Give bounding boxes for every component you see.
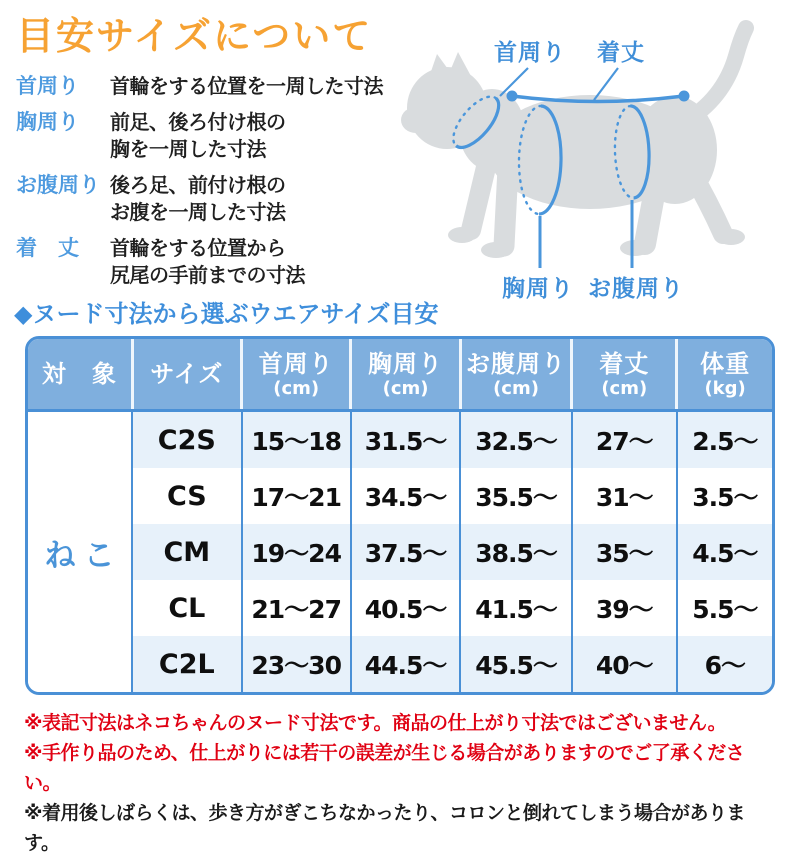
belly-value: 41.5〜 [460, 580, 572, 636]
length-value: 35〜 [572, 524, 677, 580]
definition-term: 着 丈 [16, 236, 79, 260]
belly-value: 32.5〜 [460, 411, 572, 469]
chest-value: 37.5〜 [351, 524, 460, 580]
footnotes [24, 708, 776, 858]
header-neck: 首周り (cm) [242, 339, 351, 411]
header-chest: 胸周り (cm) [351, 339, 460, 411]
weight-value: 2.5〜 [677, 411, 772, 469]
footnote-wearing: ※着用後しばらくは、歩き方がぎこちなかったり、コロンと倒れてしまう場合があります。 [24, 802, 745, 854]
top-section [0, 0, 800, 302]
size-table-header [28, 339, 772, 411]
definition-desc-line: お腹を一周した寸法 [110, 200, 286, 224]
table-row-cl [28, 580, 772, 636]
neck-value: 15〜18 [242, 411, 351, 469]
definition-desc-line: 首輪をする位置から [110, 236, 286, 260]
definitions-column [16, 8, 392, 298]
cat-diagram-svg [392, 8, 800, 308]
weight-value: 5.5〜 [677, 580, 772, 636]
definition-belly [16, 172, 392, 226]
cat-paw [717, 229, 745, 245]
page-title: 目安サイズについて [16, 14, 373, 58]
chest-value: 44.5〜 [351, 636, 460, 692]
definition-desc-line: 胸を一周した寸法 [110, 137, 266, 161]
header-target: 対 象 [28, 339, 132, 411]
length-line-endpoint [679, 91, 690, 102]
belly-value: 35.5〜 [460, 468, 572, 524]
neck-value: 19〜24 [242, 524, 351, 580]
weight-value: 3.5〜 [677, 468, 772, 524]
table-section-title: ◆ヌード寸法から選ぶウエアサイズ目安 [14, 300, 439, 328]
definition-desc [110, 172, 286, 226]
cat-paw [620, 240, 650, 256]
cat-front-leg-standing [504, 168, 508, 246]
definition-term: 首周り [16, 74, 79, 98]
length-line-endpoint [507, 91, 518, 102]
size-table-body [28, 411, 772, 693]
header-size: サイズ [132, 339, 241, 411]
definition-desc-line: 後ろ足、前付け根の [110, 173, 286, 197]
cat-hind-leg-far [690, 170, 723, 234]
length-value: 39〜 [572, 580, 677, 636]
length-value: 27〜 [572, 411, 677, 469]
cat-paw [448, 227, 476, 243]
neck-value: 21〜27 [242, 580, 351, 636]
cat-paw [481, 242, 511, 258]
belly-value: 45.5〜 [460, 636, 572, 692]
footnote-nude-size: ※表記寸法はネコちゃんのヌード寸法です。商品の仕上がり寸法ではございません。 [24, 712, 727, 734]
header-belly: お腹周り (cm) [460, 339, 572, 411]
size-table [25, 336, 775, 695]
diagram-chest-label: 胸周り [502, 276, 574, 302]
cat-front-leg-forward [471, 163, 487, 230]
size-cell: CL [132, 580, 241, 636]
definition-desc [110, 73, 383, 100]
neck-value: 17〜21 [242, 468, 351, 524]
definition-desc-line: 尻尾の手前までの寸法 [110, 263, 305, 287]
length-label-leader-line [594, 68, 618, 100]
table-row-c2s [28, 411, 772, 469]
table-row-c2l [28, 636, 772, 692]
length-value: 40〜 [572, 636, 677, 692]
chest-value: 31.5〜 [351, 411, 460, 469]
table-row-cs [28, 468, 772, 524]
length-value: 31〜 [572, 468, 677, 524]
definition-term: 胸周り [16, 110, 79, 134]
weight-value: 6〜 [677, 636, 772, 692]
definition-desc [110, 109, 286, 163]
belly-value: 38.5〜 [460, 524, 572, 580]
weight-value: 4.5〜 [677, 524, 772, 580]
chest-value: 40.5〜 [351, 580, 460, 636]
definition-desc-line: 前足、後ろ付け根の [110, 110, 286, 134]
size-cell: CM [132, 524, 241, 580]
neck-value: 23〜30 [242, 636, 351, 692]
definition-term: お腹周り [16, 173, 100, 197]
target-cell: ねこ [28, 411, 132, 693]
chest-value: 34.5〜 [351, 468, 460, 524]
size-cell: CS [132, 468, 241, 524]
header-length: 着丈 (cm) [572, 339, 677, 411]
definition-neck [16, 73, 392, 100]
size-table-grid [28, 339, 772, 692]
header-weight: 体重 (kg) [677, 339, 772, 411]
size-cell: C2S [132, 411, 241, 469]
definition-desc [110, 235, 305, 289]
header-row [28, 339, 772, 411]
definition-chest [16, 109, 392, 163]
diagram-length-label: 着丈 [597, 40, 645, 66]
measurement-definitions [16, 73, 392, 289]
cat-measurement-diagram [392, 8, 800, 308]
diagram-belly-label: お腹周り [588, 276, 684, 302]
size-cell: C2L [132, 636, 241, 692]
diagram-neck-label: 首周り [494, 40, 566, 66]
cat-muzzle [401, 107, 431, 133]
definition-desc-line: 首輪をする位置を一周した寸法 [110, 74, 383, 98]
footnote-handmade: ※手作り品のため、仕上がりには若干の誤差が生じる場合がありますのでご了承ください。 [24, 742, 745, 794]
cat-silhouette-illustration [401, 28, 746, 258]
definition-length [16, 235, 392, 289]
table-row-cm [28, 524, 772, 580]
